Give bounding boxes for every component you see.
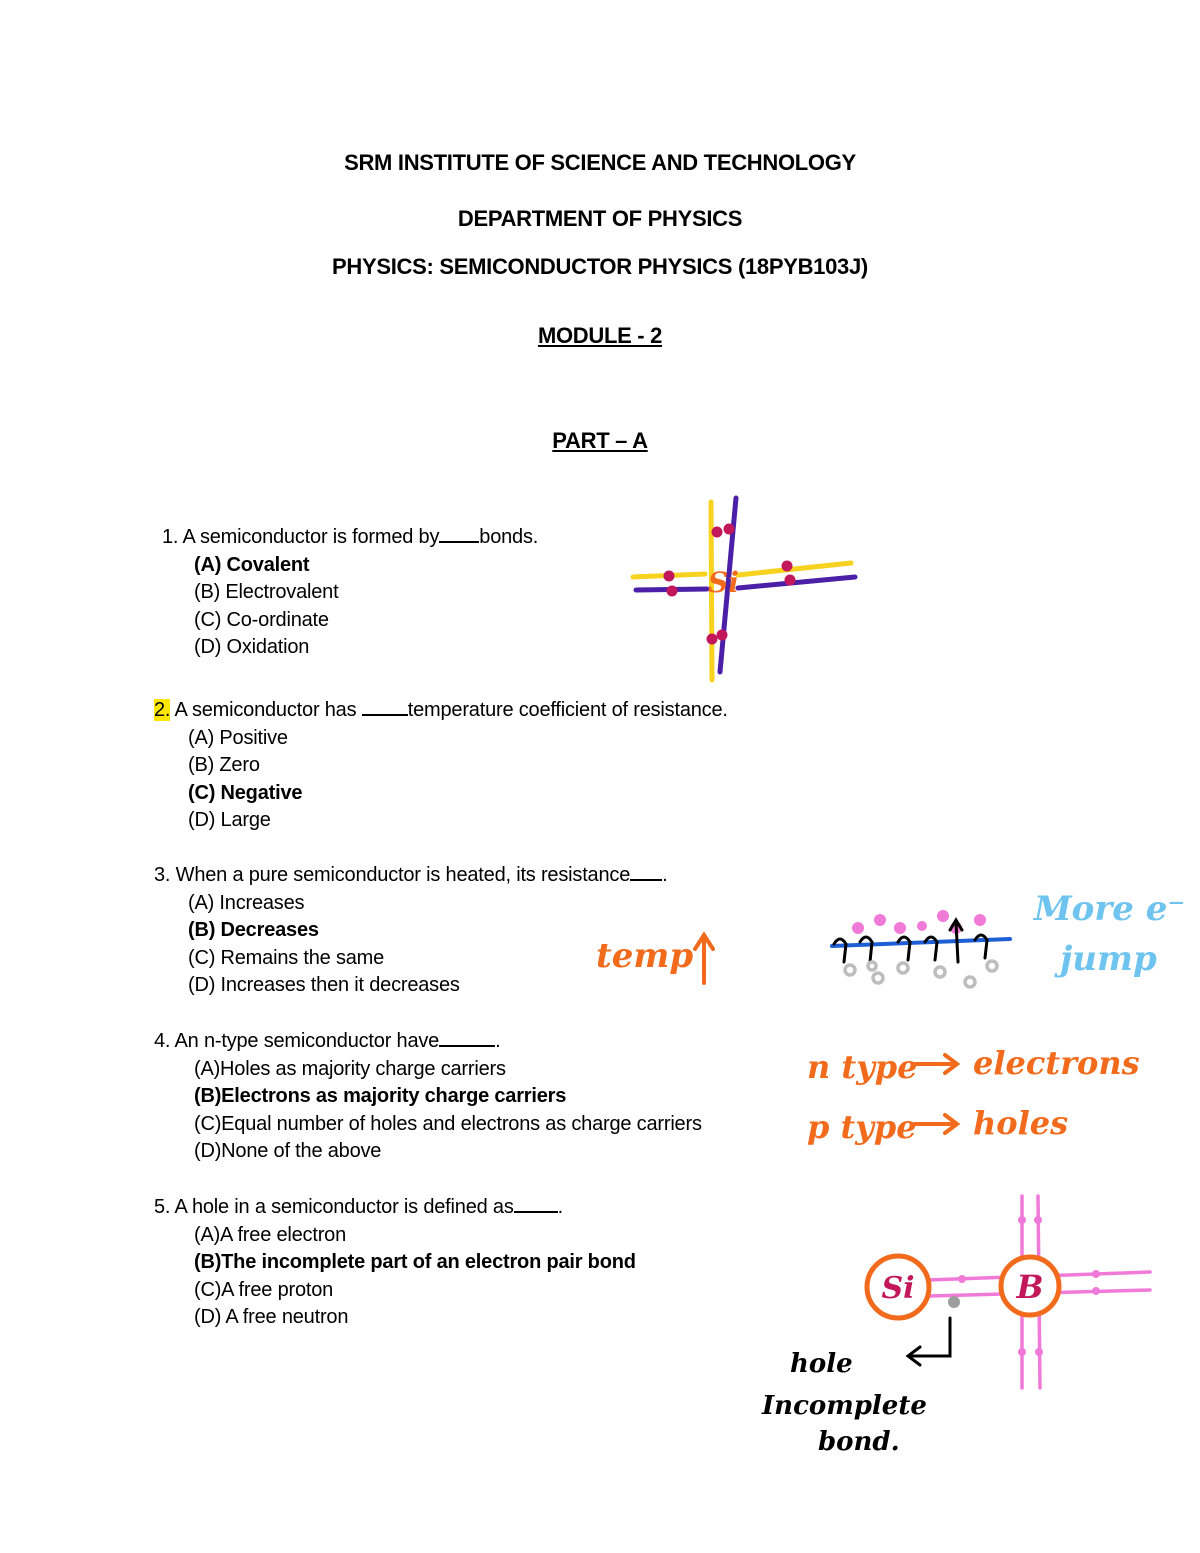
module-title: MODULE - 2: [537, 323, 663, 348]
hole-label: hole: [790, 1349, 853, 1379]
question-1: 1. A semiconductor is formed by bonds. (A) Covalent (B) Electrovalent (C) Co-ordinate (D) Oxidation: [162, 524, 538, 662]
option-a: (A) Increases: [188, 891, 305, 914]
option-b: (B) Electrovalent: [194, 581, 339, 603]
option-c: (C) Negative: [188, 781, 303, 804]
option-c: (C)A free proton: [194, 1278, 334, 1301]
ptype-label: p type: [807, 1108, 917, 1146]
part-title: PART – A: [552, 428, 648, 453]
more-e-text: More e⁻: [1034, 889, 1186, 929]
question-number: 4.: [154, 1030, 171, 1052]
question-number: 5.: [154, 1196, 171, 1218]
jump-text: jump: [1060, 939, 1157, 979]
option-d: (D)None of the above: [194, 1140, 382, 1162]
answer-blank: [439, 525, 479, 543]
more-electrons-note: [1030, 880, 1190, 1000]
question-number-highlighted: 2.: [154, 699, 171, 721]
question-4: 4. An n-type semiconductor have . (A)Holes as majority charge carriers (B)Electrons as majority charge carriers (C)Equal number of holes and electrons as charge carriers (D)None of the above: [154, 1028, 702, 1166]
carrier-type-notes: [805, 1040, 1145, 1160]
question-2: 2. A semiconductor has temperature coefficient of resistance. (A) Positive (B) Zero (C) Negative (D) Large: [154, 697, 728, 835]
incomplete-label: Incomplete: [762, 1391, 927, 1421]
course-title: PHYSICS: SEMICONDUCTOR PHYSICS (18PYB103J): [332, 254, 868, 279]
question-5: 5. A hole in a semiconductor is defined as . (A)A free electron (B)The incomplete part of an electron pair bond (C)A free proton (D) A free neutron: [154, 1194, 636, 1332]
institute-title: SRM INSTITUTE OF SCIENCE AND TECHNOLOGY: [344, 150, 856, 175]
option-b: (B) Decreases: [188, 919, 319, 941]
option-d: (D) Oxidation: [194, 636, 310, 658]
question-number: 1.: [162, 526, 179, 548]
option-b: (B) Zero: [188, 754, 260, 776]
option-b: (B)The incomplete part of an electron pair bond: [194, 1251, 636, 1273]
answer-blank: [630, 863, 662, 881]
option-d: (D) A free neutron: [194, 1306, 349, 1328]
option-a: (A)A free electron: [194, 1223, 347, 1246]
question-number: 3.: [154, 864, 171, 886]
arrow-right-icon: [915, 1055, 957, 1073]
department-title: DEPARTMENT OF PHYSICS: [457, 206, 743, 231]
bond-label: bond.: [818, 1427, 900, 1457]
option-c: (C) Remains the same: [188, 946, 385, 969]
answer-blank: [439, 1029, 495, 1047]
option-c: (C)Equal number of holes and electrons as charge carriers: [194, 1112, 702, 1135]
hole-label-note: [760, 1310, 980, 1460]
question-3: 3. When a pure semiconductor is heated, its resistance . (A) Increases (B) Decreases (C) Remains the same (D) Increases then it decreases: [154, 862, 667, 1000]
option-a: (A)Holes as majority charge carriers: [194, 1057, 506, 1080]
ptype-result: holes: [973, 1104, 1069, 1142]
si-atom-label: Si: [881, 1271, 915, 1306]
band-jump-sketch: [820, 890, 1020, 1000]
temp-note-text: temp: [596, 936, 694, 976]
ntype-label: n type: [807, 1048, 918, 1086]
ntype-result: electrons: [973, 1044, 1140, 1082]
option-d: (D) Large: [188, 809, 271, 831]
option-a: (A) Covalent: [194, 553, 310, 576]
option-d: (D) Increases then it decreases: [188, 974, 460, 996]
option-b: (B)Electrons as majority charge carriers: [194, 1085, 567, 1107]
hole-dot: [948, 1296, 960, 1308]
arrow-up-icon: [695, 935, 713, 983]
option-a: (A) Positive: [188, 726, 288, 749]
arrow-left-icon: [908, 1318, 950, 1365]
lattice-atom-label: Si: [708, 566, 739, 599]
temp-note: [594, 925, 724, 995]
option-c: (C) Co-ordinate: [194, 608, 329, 631]
arrow-right-icon: [915, 1115, 957, 1133]
answer-blank: [362, 698, 408, 716]
b-atom-label: B: [1016, 1268, 1044, 1306]
answer-blank: [514, 1195, 558, 1213]
silicon-lattice-sketch: [628, 492, 863, 682]
